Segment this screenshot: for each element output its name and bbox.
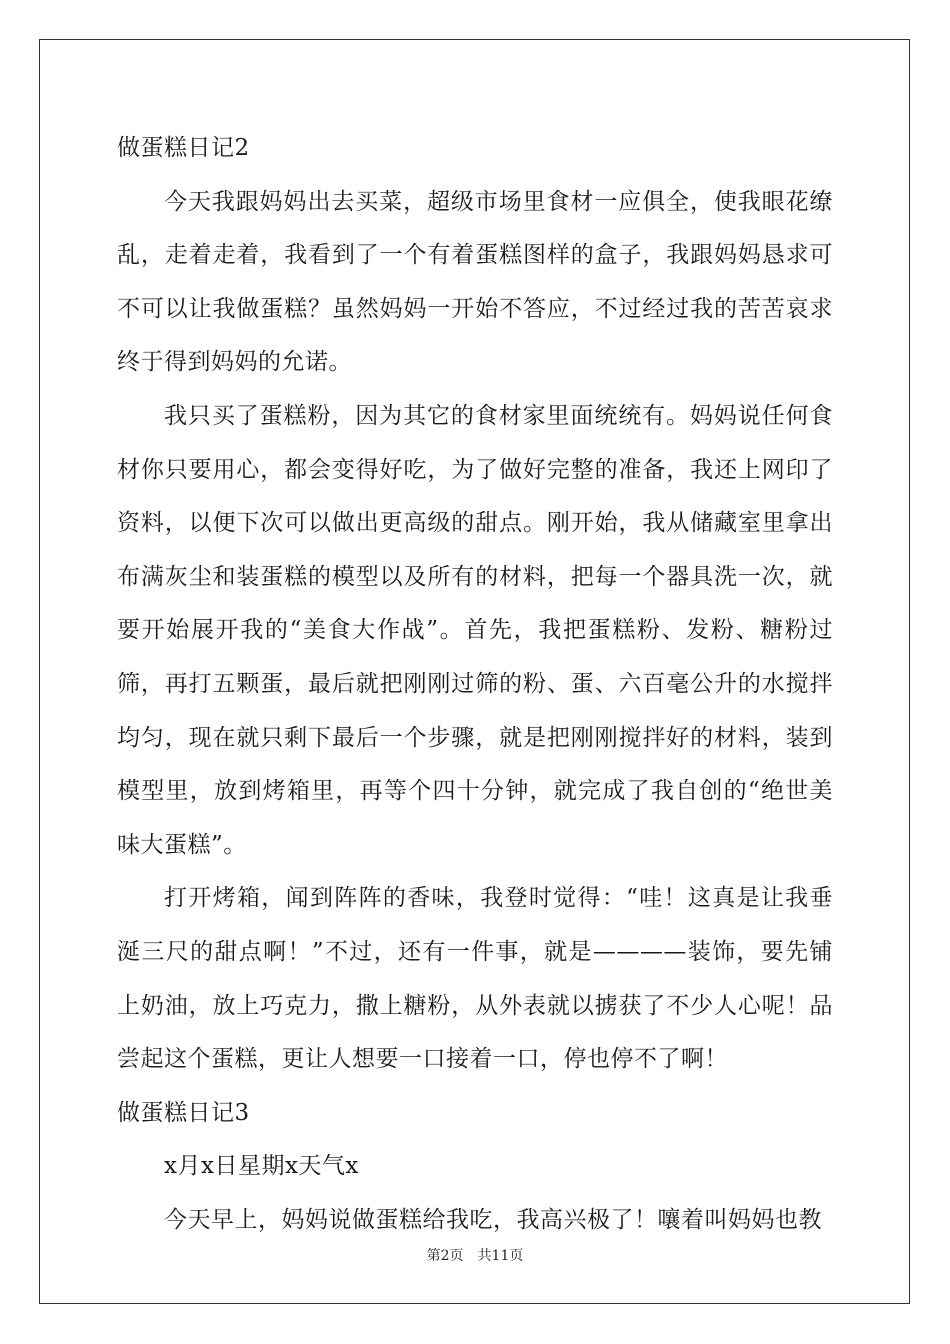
paragraph: 今天早上，妈妈说做蛋糕给我吃，我高兴极了！嚷着叫妈妈也教 (164, 1206, 822, 1233)
page-number: 第2页 (426, 1248, 464, 1264)
page-total: 共11页 (477, 1248, 524, 1264)
document-body (117, 122, 833, 1247)
paragraph: 打开烤箱，闻到阵阵的香味，我登时觉得：“哇！这真是让我垂涎三尺的甜点啊！”不过，还有一件事，就是————装饰，要先铺上奶油，放上巧克力，撒上糖粉，从外表就以掳获了不少人心呢！品尝起这个蛋糕，更让人想要一口接着一口，停也停不了啊！ (117, 885, 833, 1073)
paragraph: 我只买了蛋糕粉，因为其它的食材家里面统统有。妈妈说任何食材你只要用心，都会变得好吃，为了做好完整的准备，我还上网印了资料，以便下次可以做出更高级的甜点。刚开始，我从储藏室里拿出布满灰尘和装蛋糕的模型以及所有的材料，把每一个器具洗一次，就要开始展开我的“美食大作战”。首先，我把蛋糕粉、发粉、糖粉过筛，再打五颗蛋，最后就把刚刚过筛的粉、蛋、六百毫公升的水搅拌均匀，现在就只剩下最后一个步骤，就是把刚刚搅拌好的材料，装到模型里，放到烤箱里，再等个四十分钟，就完成了我自创的“绝世美味大蛋糕”。 (117, 402, 833, 858)
section-heading: 做蛋糕日记3 (117, 1099, 250, 1126)
date-weather-line: x月x日星期x天气x (164, 1153, 359, 1180)
page-footer (0, 1246, 950, 1266)
paragraph: 今天我跟妈妈出去买菜，超级市场里食材一应俱全，使我眼花缭乱，走着走着，我看到了一个有着蛋糕图样的盒子，我跟妈妈恳求可不可以让我做蛋糕？虽然妈妈一开始不答应，不过经过我的苦苦哀求终于得到妈妈的允诺。 (117, 188, 833, 376)
section-heading: 做蛋糕日记2 (117, 135, 250, 161)
